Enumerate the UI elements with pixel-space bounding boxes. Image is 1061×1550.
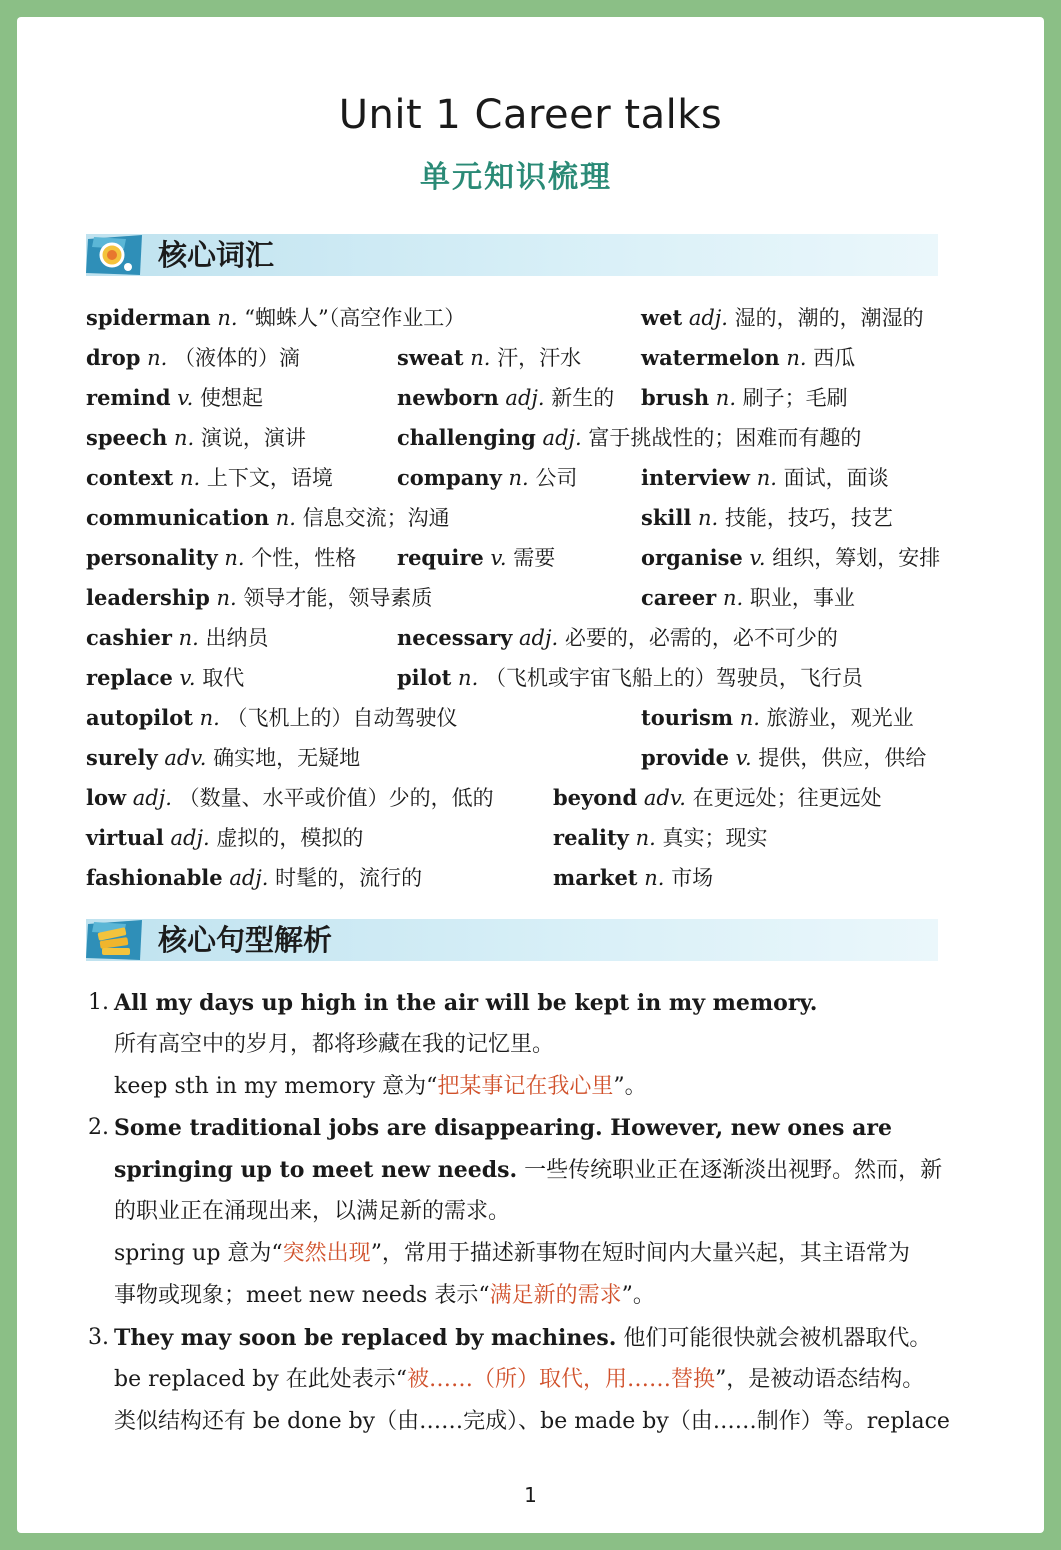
- sentence-english-chinese: springing up to meet new needs. 一些传统职业正在逐渐淡出视野。然而，新: [114, 1157, 943, 1183]
- vocab-item: market n. 市场: [553, 865, 714, 890]
- vocab-item: brush n. 刷子；毛刷: [641, 385, 848, 410]
- vocab-item: newborn adj. 新生的: [397, 385, 615, 410]
- vocab-item: context n. 上下文，语境: [86, 465, 333, 490]
- magnifier-icon: [86, 235, 144, 275]
- sentence-english: Some traditional jobs are disappearing. However, new ones are: [114, 1115, 892, 1141]
- sentence-note: be replaced by 在此处表示“被……（所）取代，用……替换”，是被动语态结构。: [114, 1367, 925, 1392]
- vocab-item: fashionable adj. 时髦的，流行的: [86, 865, 423, 890]
- vocab-item: career n. 职业，事业: [641, 585, 855, 610]
- sentence-note: spring up 意为“突然出现”，常用于描述新事物在短时间内大量兴起，其主语常为: [114, 1241, 910, 1266]
- vocab-item: virtual adj. 虚拟的，模拟的: [86, 825, 364, 850]
- sentence-number: 1.: [88, 990, 109, 1015]
- page-number: 1: [524, 1483, 537, 1507]
- sentence-note: 类似结构还有 be done by（由……完成）、be made by（由……制作）等。replace: [114, 1409, 950, 1434]
- vocab-item: speech n. 演说，演讲: [86, 425, 306, 450]
- vocab-item: require v. 需要: [397, 545, 556, 570]
- vocab-item: necessary adj. 必要的，必需的，必不可少的: [397, 625, 838, 650]
- vocab-item: remind v. 使想起: [86, 385, 264, 410]
- sentence-chinese: 所有高空中的岁月，都将珍藏在我的记忆里。: [114, 1032, 555, 1057]
- unit-subtitle: 单元知识梳理: [420, 160, 612, 195]
- vocab-item: pilot n. （飞机或宇宙飞船上的）驾驶员，飞行员: [397, 665, 863, 690]
- sentence-chinese: 的职业正在涌现出来，以满足新的需求。: [114, 1199, 511, 1224]
- vocab-item: surely adv. 确实地，无疑地: [86, 745, 361, 770]
- vocab-item: skill n. 技能，技巧，技艺: [641, 505, 893, 530]
- vocab-item: wet adj. 湿的，潮的，潮湿的: [641, 305, 924, 330]
- sentence-number: 2.: [88, 1115, 109, 1140]
- sentence-english: All my days up high in the air will be kept in my memory.: [114, 990, 818, 1016]
- vocab-item: personality n. 个性，性格: [86, 545, 357, 570]
- vocab-item: leadership n. 领导才能，领导素质: [86, 585, 433, 610]
- vocab-item: cashier n. 出纳员: [86, 625, 269, 650]
- vocab-item: interview n. 面试，面谈: [641, 465, 889, 490]
- vocab-item: tourism n. 旅游业，观光业: [641, 705, 914, 730]
- vocab-item: sweat n. 汗，汗水: [397, 345, 582, 370]
- vocab-item: low adj. （数量、水平或价值）少的，低的: [86, 785, 494, 810]
- vocab-item: autopilot n. （飞机上的）自动驾驶仪: [86, 705, 458, 730]
- highlight-text: 把某事记在我心里: [437, 1074, 614, 1099]
- sentence-section-title: 核心句型解析: [158, 923, 333, 957]
- sentence-note: 事物或现象；meet new needs 表示“满足新的需求”。: [114, 1283, 655, 1308]
- vocab-item: organise v. 组织，筹划，安排: [641, 545, 941, 570]
- vocab-section-title: 核心词汇: [158, 238, 275, 272]
- vocab-item: watermelon n. 西瓜: [641, 345, 856, 370]
- highlight-text: 满足新的需求: [489, 1283, 622, 1308]
- sentence-number: 3.: [88, 1325, 109, 1350]
- vocab-item: spiderman n. “蜘蛛人”（高空作业工）: [86, 305, 466, 330]
- highlight-text: 被……（所）取代，用……替换: [407, 1367, 716, 1392]
- unit-title: Unit 1 Career talks: [338, 92, 723, 138]
- vocab-item: provide v. 提供，供应，供给: [641, 745, 927, 770]
- vocab-item: drop n. （液体的）滴: [86, 345, 301, 370]
- vocab-item: communication n. 信息交流；沟通: [86, 505, 450, 530]
- vocab-section-header: [86, 234, 938, 276]
- sentence-note: keep sth in my memory 意为“把某事记在我心里”。: [114, 1074, 647, 1099]
- vocab-item: beyond adv. 在更远处；往更远处: [553, 785, 882, 810]
- highlight-text: 突然出现: [282, 1241, 371, 1266]
- books-icon: [86, 920, 144, 960]
- vocab-item: reality n. 真实；现实: [553, 825, 768, 850]
- vocab-item: replace v. 取代: [86, 665, 245, 690]
- sentence-english-chinese: They may soon be replaced by machines. 他们可能很快就会被机器取代。: [114, 1325, 932, 1351]
- vocab-item: company n. 公司: [397, 465, 578, 490]
- sentence-section-header: [86, 919, 938, 961]
- vocab-item: challenging adj. 富于挑战性的；困难而有趣的: [397, 425, 862, 450]
